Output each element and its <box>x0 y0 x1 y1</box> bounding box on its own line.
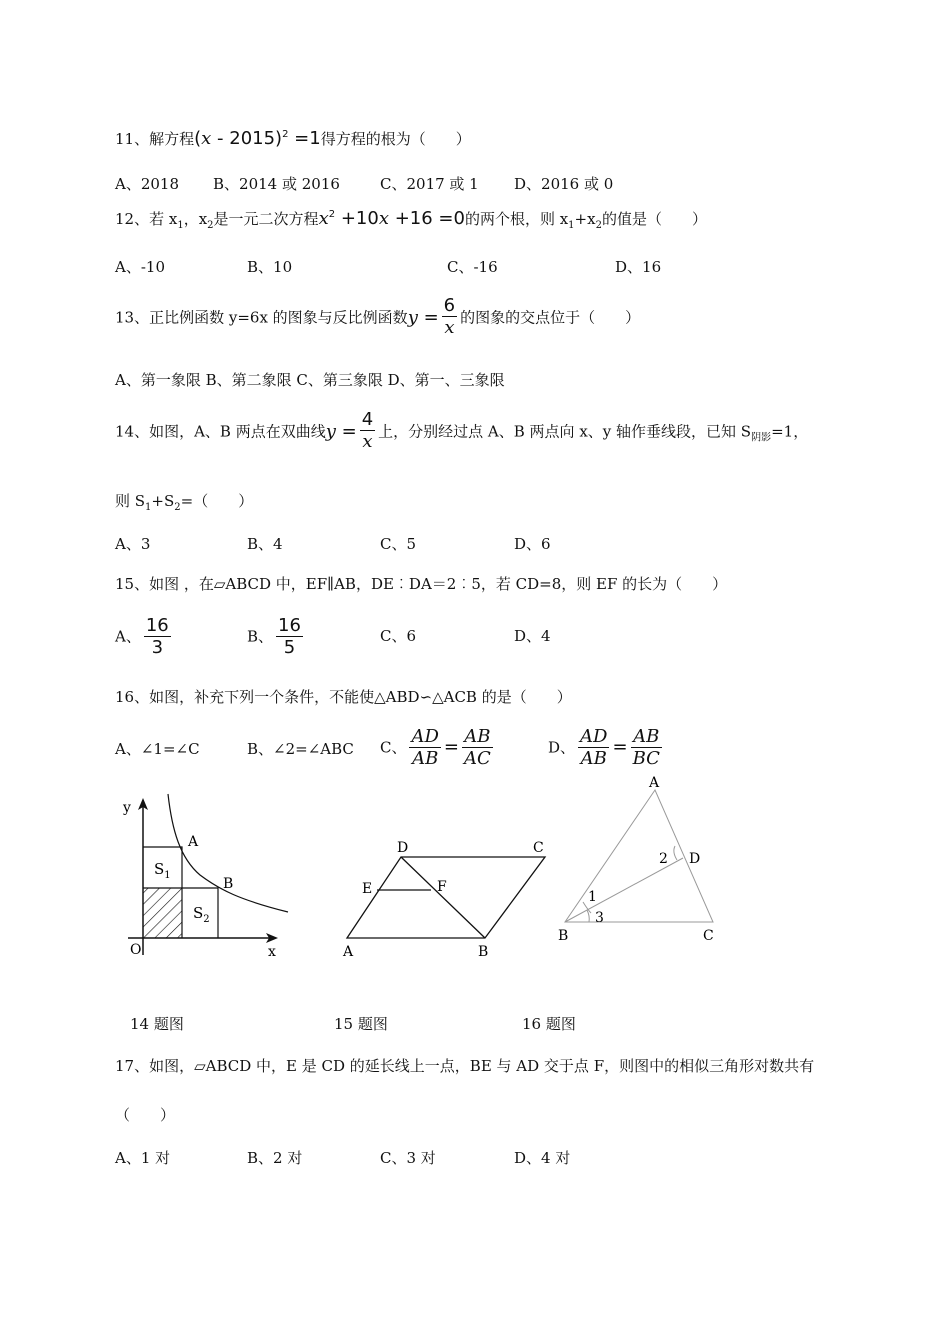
q14-var-y: y <box>325 420 336 442</box>
point-d-label: D <box>397 840 409 856</box>
q13-stem <box>115 296 640 339</box>
q15-option-label: A、 <box>115 627 141 646</box>
q14-text: 如图，A、B 两点在双曲线 <box>149 422 326 441</box>
q16-d-numerator: AB <box>631 727 662 748</box>
q16-d-numerator: AD <box>580 726 608 747</box>
q14-text: =（ ） <box>180 492 254 510</box>
shaded-region <box>143 888 182 938</box>
q15-a-numerator: 16 <box>145 615 169 636</box>
s2-label <box>193 904 210 925</box>
q11-eq: =1 <box>288 128 321 149</box>
q14-sub: 1 <box>145 502 152 513</box>
angle-2-arc <box>674 846 677 860</box>
q14-text: 则 S <box>115 492 146 510</box>
q14-stem <box>115 410 808 453</box>
q15-text: 如图 ，在▱ABCD 中，EF∥AB，DE︰DA＝2︰5，若 CD=8，则 EF 的长为（ ） <box>149 575 728 593</box>
question-number: 16、 <box>115 688 150 706</box>
q16-option-b[interactable]: B、∠2=∠ABC <box>247 740 354 758</box>
q12-text: 若 x <box>149 210 178 228</box>
q12-option-c[interactable]: C、-16 <box>447 258 498 276</box>
question-number: 14、 <box>115 422 150 441</box>
q15-option-a[interactable] <box>115 616 174 659</box>
q11-pre: 解方程 <box>149 130 195 148</box>
q12-stem <box>115 208 707 231</box>
q16-stem <box>115 686 572 707</box>
q16-option-a[interactable]: A、∠1=∠C <box>115 740 200 758</box>
q17-option-b[interactable]: B、2 对 <box>247 1149 303 1167</box>
question-number: 13、 <box>115 308 150 327</box>
q12-sub: 2 <box>207 220 214 231</box>
point-e-label: E <box>362 881 373 897</box>
q14-line2 <box>115 490 253 513</box>
q15-stem <box>115 573 727 594</box>
question-number: 17、 <box>115 1057 150 1075</box>
q12-sub: 2 <box>595 220 602 231</box>
q16-c-denominator: AC <box>464 748 491 769</box>
q14-sub: 2 <box>174 502 181 513</box>
q14-text: =1， <box>771 422 809 441</box>
q15-b-fraction <box>276 616 303 659</box>
q16-c-equals: = <box>443 736 460 758</box>
q14-text: +S <box>151 492 175 510</box>
q11-exponent: 2 <box>282 129 289 140</box>
q17-answer-paren: （ ） <box>115 1106 176 1124</box>
q15-b-denominator: 5 <box>283 637 296 658</box>
s1-letter: S <box>154 860 165 878</box>
q13-text: 的图象的交点位于（ ） <box>460 308 641 327</box>
angle-2-label: 2 <box>659 851 668 867</box>
point-f-label: F <box>437 879 447 895</box>
q12-option-b[interactable]: B、10 <box>247 258 293 276</box>
figure-14-caption: 14 题图 <box>130 1015 184 1033</box>
q12-text: 的两个根，则 x <box>464 210 569 228</box>
q15-a-fraction <box>144 616 171 659</box>
q14-numerator: 4 <box>361 409 374 430</box>
y-label: y <box>123 800 131 816</box>
segment-bd <box>565 858 683 922</box>
q17-option-a[interactable]: A、1 对 <box>115 1149 171 1167</box>
q13-fraction <box>442 296 457 339</box>
q12-option-a[interactable]: A、-10 <box>115 258 165 276</box>
q15-a-denominator: 3 <box>151 637 164 658</box>
q11-post: 得方程的根为（ ） <box>320 130 471 148</box>
q12-option-d[interactable]: D、16 <box>615 258 662 276</box>
q11-stem <box>115 128 471 149</box>
q16-c-numerator: AD <box>411 726 439 747</box>
q11-var-x: x <box>201 128 212 149</box>
question-number: 11、 <box>115 130 150 148</box>
q11-open-paren: ( <box>194 128 202 149</box>
q16-c-fraction-right <box>462 727 493 770</box>
q12-text: ，x <box>183 210 208 228</box>
q14-fraction <box>360 410 375 453</box>
point-c-label: C <box>703 928 714 944</box>
q12-exponent: 2 <box>328 209 336 220</box>
q15-option-d[interactable]: D、4 <box>514 627 551 645</box>
q15-option-b[interactable] <box>247 616 306 659</box>
q11-option-d[interactable]: D、2016 或 0 <box>514 175 614 193</box>
q14-option-b[interactable]: B、4 <box>247 535 283 553</box>
q12-var-x: x <box>318 208 329 229</box>
q15-option-label: B、 <box>247 627 274 646</box>
q14-option-a[interactable]: A、3 <box>115 535 151 553</box>
q12-sub: 1 <box>568 220 575 231</box>
point-b-label: B <box>558 928 569 944</box>
q12-text: 是一元二次方程 <box>213 210 319 228</box>
q17-text: 如图，▱ABCD 中，E 是 CD 的延长线上一点，BE 与 AD 交于点 F，则图中的相似三角形对数共有 <box>149 1057 815 1075</box>
point-b-label: B <box>478 944 489 960</box>
q14-option-c[interactable]: C、5 <box>380 535 417 553</box>
q16-d-equals: = <box>612 736 628 758</box>
q12-text: 的值是（ ） <box>601 210 707 228</box>
s2-letter: S <box>193 904 204 922</box>
q11-equation <box>194 128 321 149</box>
q13-options[interactable]: A、第一象限 B、第二象限 C、第三象限 D、第一、三象限 <box>115 371 505 389</box>
parallelogram-abcd <box>347 857 545 938</box>
point-c-label: C <box>533 840 544 856</box>
angle-3-arc <box>587 910 589 922</box>
q16-c-denominator: AB <box>412 748 439 769</box>
q14-denominator: x <box>362 431 373 452</box>
q16-d-fraction-left <box>578 727 609 770</box>
q14-sub: 阴影 <box>751 432 772 444</box>
figure-15-caption: 15 题图 <box>334 1015 388 1033</box>
q16-option-d[interactable] <box>548 727 665 770</box>
point-a-label: A <box>343 944 354 960</box>
point-d-label: D <box>689 851 701 867</box>
q15-option-c[interactable]: C、6 <box>380 627 417 645</box>
figure-16 <box>555 770 735 950</box>
q11-mid: - 2015) <box>211 128 283 149</box>
q14-text: 上，分别经过点 A、B 两点向 x、y 轴作垂线段，已知 S <box>378 422 752 441</box>
q11-option-a[interactable]: A、2018 <box>115 175 180 193</box>
q16-text: 如图，补充下列一个条件，不能使△ABD∽△ACB 的是（ ） <box>149 688 572 706</box>
q16-d-denominator: BC <box>632 748 660 769</box>
q12-sub: 1 <box>177 220 184 231</box>
origin-label: O <box>130 942 142 958</box>
q11-option-c[interactable]: C、2017 或 1 <box>380 175 479 193</box>
q13-denominator: x <box>444 317 455 338</box>
q13-text: 正比例函数 y=6x 的图象与反比例函数 <box>149 308 408 327</box>
point-a-label: A <box>649 775 660 791</box>
q14-option-d[interactable]: D、6 <box>514 535 551 553</box>
q16-c-fraction-left <box>409 727 440 770</box>
q17-option-d[interactable]: D、4 对 <box>514 1149 571 1167</box>
q12-eq-part: +10 <box>335 208 379 229</box>
s2-sub: 2 <box>203 914 210 925</box>
q16-option-c[interactable] <box>380 727 496 770</box>
q16-option-label: C、 <box>380 738 407 757</box>
figure-16-caption: 16 题图 <box>522 1015 576 1033</box>
q16-c-numerator: AB <box>462 727 493 748</box>
q14-equation <box>325 409 378 452</box>
q14-eq: = <box>335 420 357 442</box>
point-a-label: A <box>188 834 199 850</box>
q17-stem <box>115 1055 814 1076</box>
q13-numerator: 6 <box>443 295 456 316</box>
figure-14 <box>110 790 300 970</box>
figure-15 <box>335 830 555 965</box>
q12-eq-part: +16 =0 <box>388 208 465 229</box>
point-b-label: B <box>223 876 234 892</box>
q12-equation <box>319 208 465 229</box>
q12-var-x: x <box>378 208 389 229</box>
q17-option-c[interactable]: C、3 对 <box>380 1149 436 1167</box>
angle-1-label: 1 <box>588 889 597 905</box>
x-label: x <box>268 944 276 960</box>
q15-b-numerator: 16 <box>278 615 301 636</box>
q16-option-label: D、 <box>548 738 576 757</box>
hyperbola-curve <box>168 794 288 912</box>
q13-eq: = <box>417 306 439 328</box>
q11-option-b[interactable]: B、2014 或 2016 <box>213 175 340 193</box>
q13-equation <box>407 295 460 338</box>
q13-var-y: y <box>407 306 418 328</box>
diagonal-db <box>401 857 485 938</box>
angle-3-label: 3 <box>595 910 604 926</box>
question-number: 15、 <box>115 575 150 593</box>
q12-text: +x <box>574 210 596 228</box>
q16-d-fraction-right <box>631 727 662 770</box>
question-number: 12、 <box>115 210 150 228</box>
s1-label <box>154 860 171 881</box>
q16-d-denominator: AB <box>580 748 607 769</box>
s1-sub: 1 <box>164 870 171 881</box>
